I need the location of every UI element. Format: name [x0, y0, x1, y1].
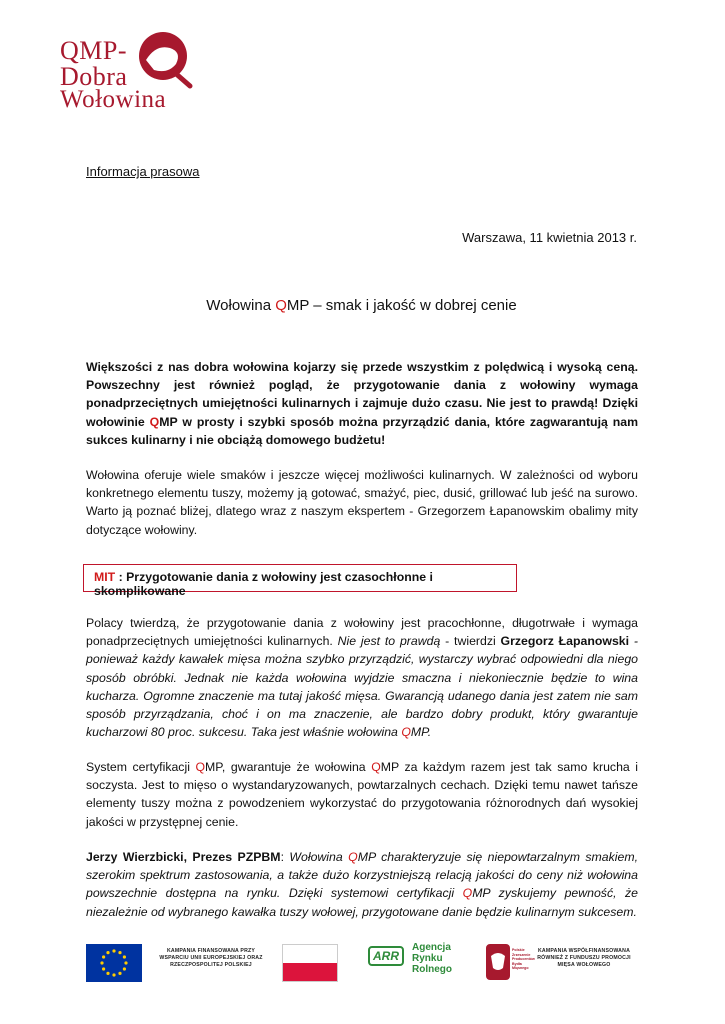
qmp-logo [60, 26, 190, 112]
promotion-fund-text: KAMPANIA WSPÓŁFINANSOWANA RÓWNIEŻ Z FUNDUSZU PROMOCJI MIĘSA WOŁOWEGO [537, 948, 631, 968]
logo-line-1: QMP- [60, 36, 128, 65]
pzpbm-logo [486, 942, 535, 982]
myth-text: : Przygotowanie dania z wołowiny jest czasochłonne i skomplikowane [94, 570, 433, 598]
press-release-label: Informacja prasowa [86, 164, 200, 179]
logo-line-3: Wołowina [60, 86, 167, 113]
arr-name-line-2: Rynku [412, 953, 443, 964]
paragraph-2: Wołowina oferuje wiele smaków i jeszcze więcej możliwości kulinarnych. W zależności od wyboru konkretnego elementu tuszy, możemy ją gotować, smażyć, piec, dusić, grillować lub jeść na surowo. Warto ją poznać bliżej, dlatego wraz z naszym ekspertem - Grzegorzem Łapanowskim obalimy mity dotyczące wołowiny. [86, 468, 638, 537]
arr-name-line-3: Rolnego [412, 964, 452, 975]
footer-logos [0, 940, 725, 990]
logo-q-emblem-icon [130, 26, 196, 92]
myth-box [83, 564, 517, 598]
arr-logo [368, 942, 464, 982]
release-date: Warszawa, 11 kwietnia 2013 r. [462, 230, 637, 245]
paragraph-5: Jerzy Wierzbicki, Prezes PZPBM: Wołowina QMP charakteryzuje się niepowtarzalnym smakiem, szerokim spektrum zastosowania, a także dużo korzystniejszą relacją jakości do ceny niż wołowina powszechnie dostępna na rynku. Dzięki systemowi certyfikacji QMP zyskujemy pewność, że niezależnie od wybranego kawałka tuszy wołowej, przygotowane danie będzie kulinarnym sukcesem. [86, 850, 638, 919]
paragraph-4: System certyfikacji QMP, gwarantuje że wołowina QMP za każdym razem jest tak samo krucha i soczysta. Jest to mięso o wystandaryzowanych, powtarzalnych cechach. Dzięki temu nawet tańsze elementy tuszy można z powodzeniem wykorzystać do przygotowania różnorodnych dań wysokiej jakości w przystępnej cenie. [86, 760, 639, 829]
eu-flag-icon [86, 944, 142, 982]
pzpbm-name: Polskie Zrzeszenie Producentów Bydła Mięsnego [512, 948, 535, 970]
arr-name-line-1: Agencja [412, 942, 451, 953]
lead-paragraph: Większości z nas dobra wołowina kojarzy się przede wszystkim z polędwicą i wysoką ceną. Powszechny jest również pogląd, że przygotowanie dania z wołowiny wymaga ponadprzeciętnych umiejętności kulinarnych i zajmuje dużo czasu. Nie jest to prawdą! Dzięki wołowinie QMP w prosty i szybki sposób można przyrządzić dania, które zagwarantują nam sukces kulinarny i nie obciążą domowego budżetu! [86, 360, 639, 447]
eu-funding-text: KAMPANIA FINANSOWANA PRZY WSPARCIU UNII EUROPEJSKIEJ ORAZ RZECZPOSPOLITEJ POLSKIEJ [159, 948, 263, 968]
expert-name: Grzegorz Łapanowski [500, 634, 630, 649]
bull-icon [486, 942, 510, 982]
paragraph-3: Polacy twierdzą, że przygotowanie dania z wołowiny jest pracochłonne, długotrwałe i wymaga ponadprzeciętnych umiejętności kulinarnych. Nie jest to prawdą - twierdzi Grzegorz Łapanowski - ponieważ każdy kawałek mięsa można szybko przyrządzić, wystarczy wybrać odpowiedni dla niego sposób obróbki. Jednak nie każda wołowina wyjdzie smaczna i niekoniecznie będzie to wina kucharza. Ogromne znaczenie ma tutaj jakość mięsa. Gwarancją udanego dania jest zatem nie sam sposób przyrządzania, choć i on ma znaczenie, ale bardzo dobry produkt, który gwarantuje kucharzowi 80 proc. sukcesu. Taka jest właśnie wołowina QMP. [86, 616, 638, 740]
speaker-name: Jerzy Wierzbicki, Prezes PZPBM [86, 850, 281, 864]
arr-abbr: ARR [368, 946, 404, 966]
polish-flag-icon [282, 944, 338, 982]
myth-label: MIT [94, 570, 116, 584]
logo-line-2: Dobra [60, 62, 128, 91]
page-title: Wołowina QMP – smak i jakość w dobrej cenie [206, 297, 517, 314]
